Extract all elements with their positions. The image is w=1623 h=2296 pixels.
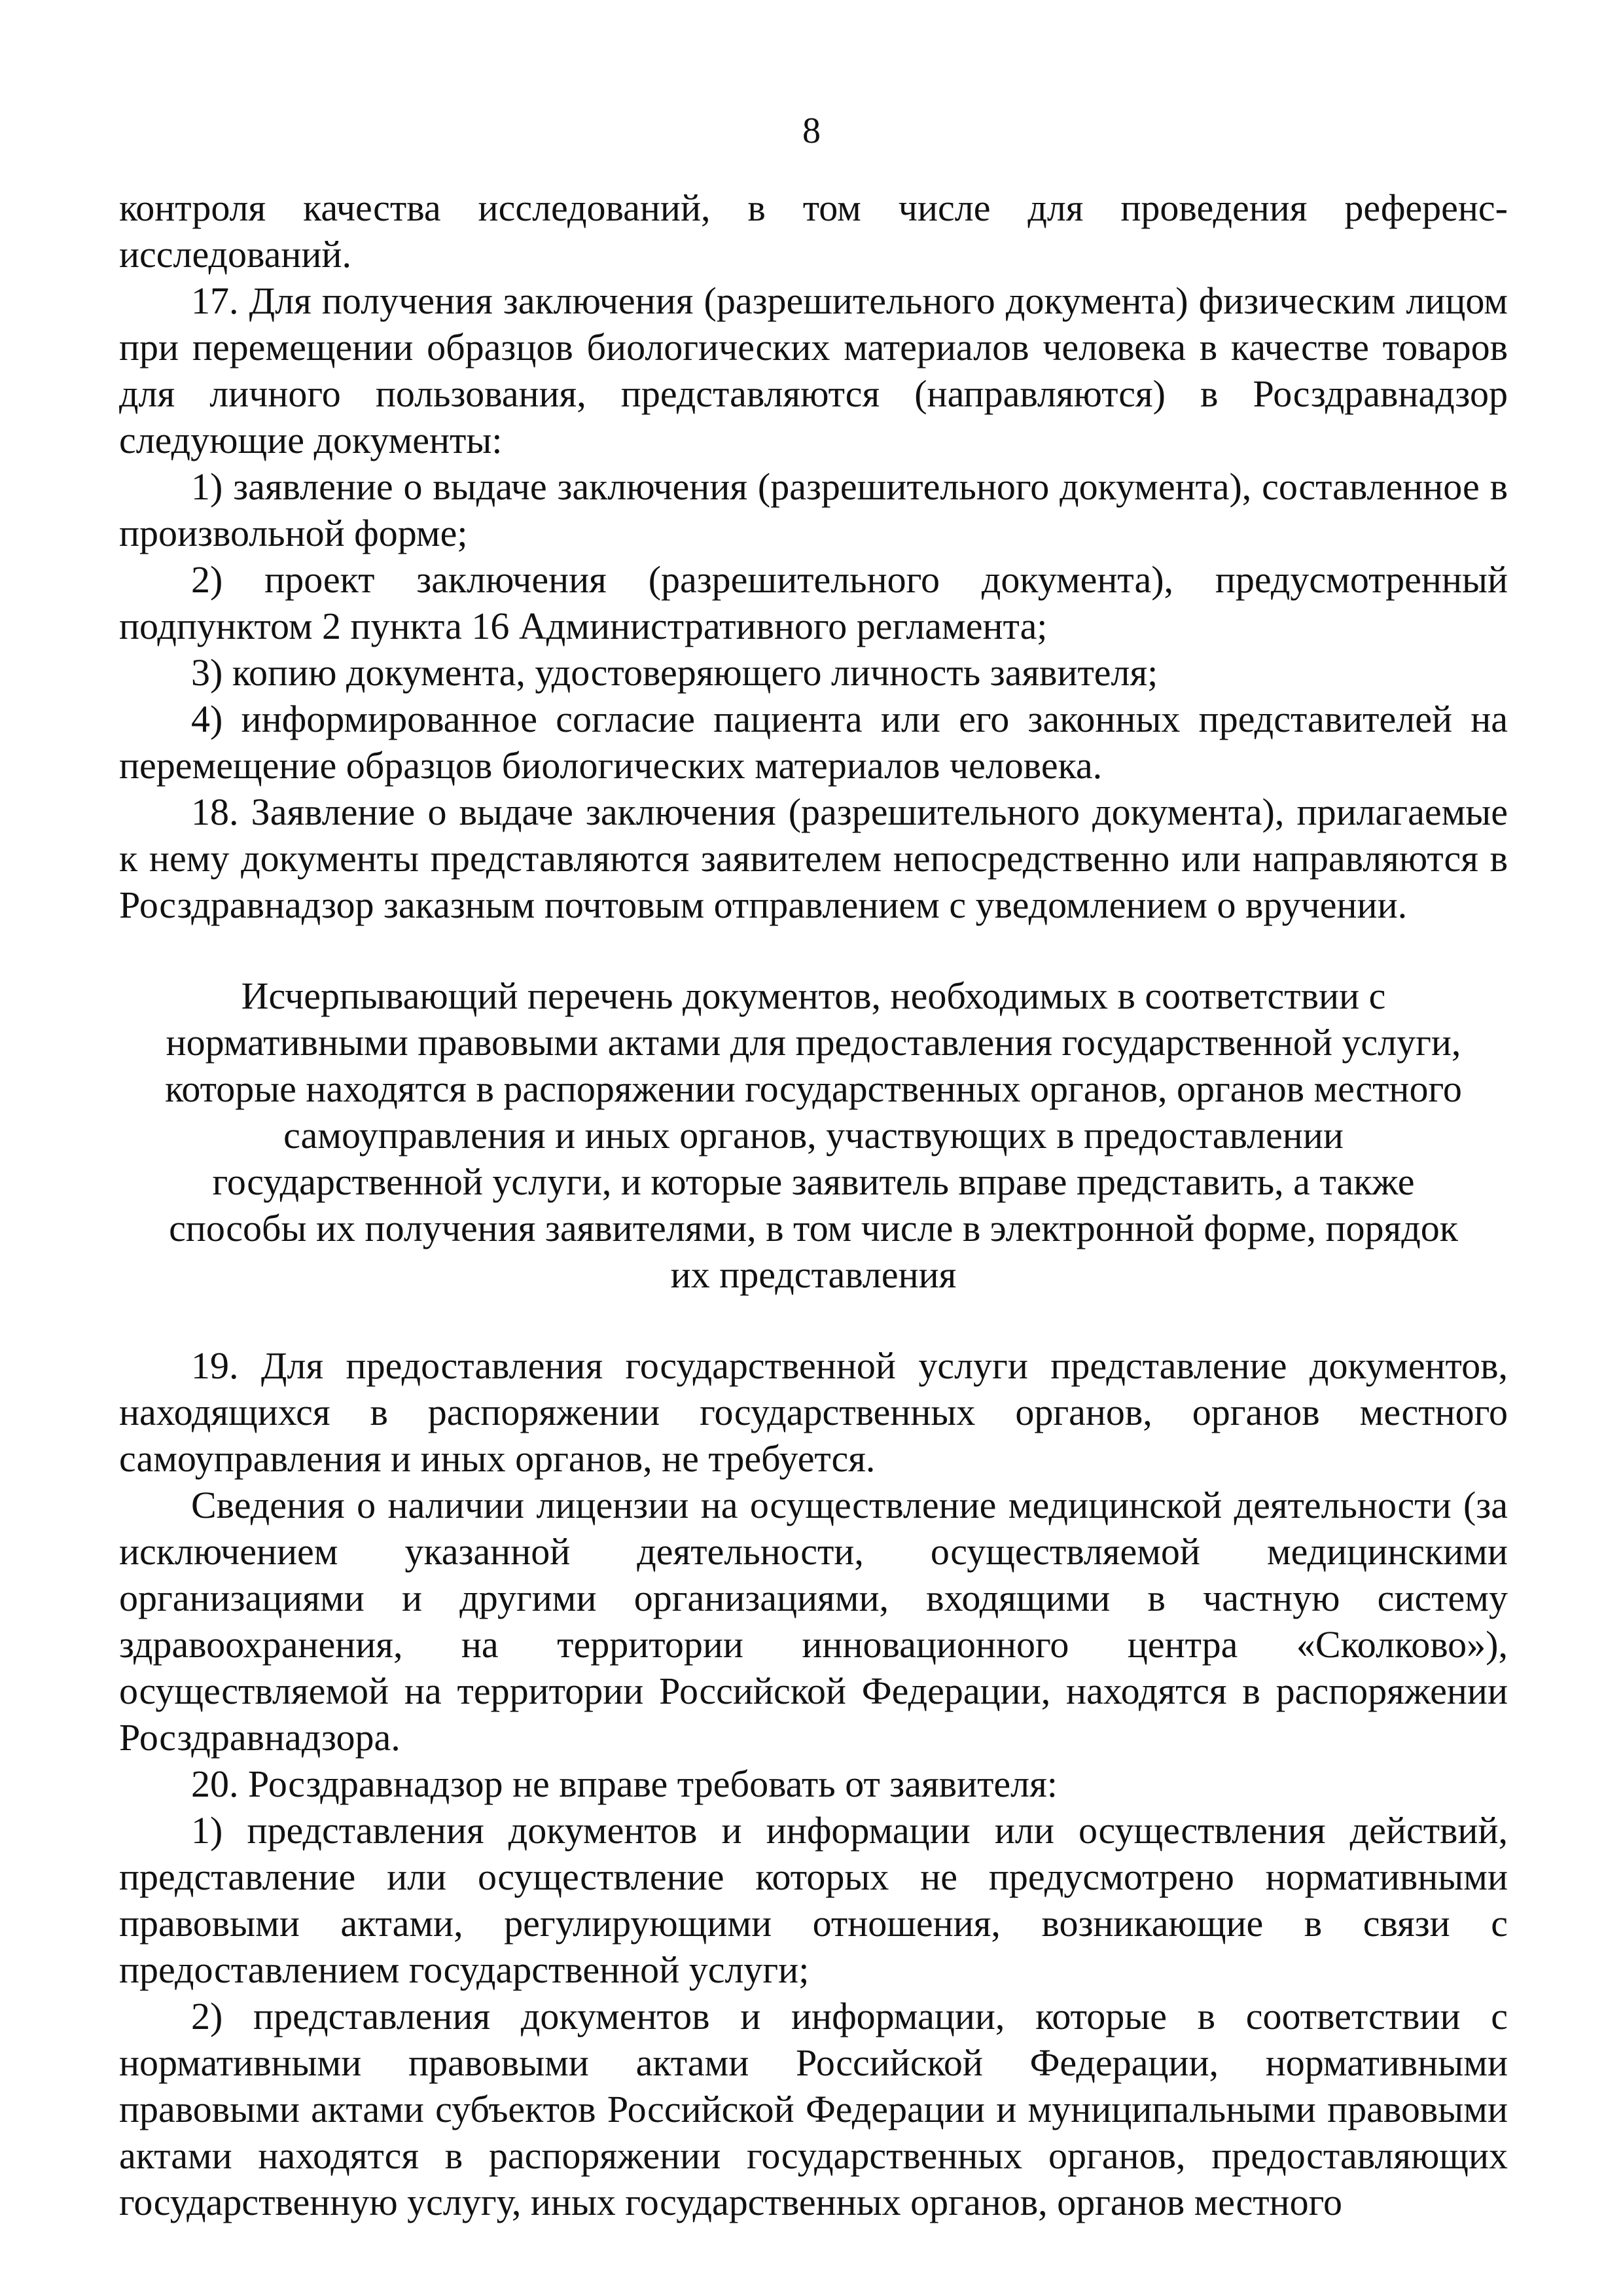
paragraph-item-18: 18. Заявление о выдаче заключения (разрешительного документа), прилагаемые к нему документы представляются заявителем непосредственно или направляются в Росздравнадзор заказным почтовым отправлением с уведомлением о вручении. — [119, 791, 1508, 926]
paragraph-license-info: Сведения о наличии лицензии на осуществление медицинской деятельности (за исключением указанной деятельности, осуществляемой медицинскими организациями и другими организациями, входящими в частную систему здравоохранения, на территории инновационного центра «Сколково»), осуществляемой на территории Российской Федерации, находятся в распоряжении Росздравнадзора. — [119, 1484, 1508, 1759]
list-item: 2) проект заключения (разрешительного документа), предусмотренный подпунктом 2 пункта 16 Административного регламента; — [119, 558, 1508, 647]
document-body — [119, 185, 1508, 2225]
list-item: 1) представления документов и информации или осуществления действий, представление или осуществление которых не предусмотрено нормативными правовыми актами, регулирующими отношения, возникающие в связи с предоставлением государственной услуги; — [119, 1809, 1508, 1991]
list-item: 4) информированное согласие пациента или его законных представителей на перемещение образцов биологических материалов человека. — [119, 698, 1508, 787]
paragraph-item-20: 20. Росздравнадзор не вправе требовать от заявителя: — [191, 1763, 1058, 1805]
paragraph-item-17: 17. Для получения заключения (разрешительного документа) физическим лицом при перемещении образцов биологических материалов человека в качестве товаров для личного пользования, представляются (направляются) в Росздравнадзор следующие документы: — [119, 279, 1508, 461]
paragraph-continuation: контроля качества исследований, в том числе для проведения референс-исследований. — [119, 187, 1508, 276]
list-item: 2) представления документов и информации, которые в соответствии с нормативными правовыми актами Российской Федерации, нормативными правовыми актами субъектов Российской Федерации и муниципальными правовыми актами находятся в распоряжении государственных органов, предоставляющих государственную услугу, иных государственных органов, органов местного — [119, 1995, 1508, 2223]
list-item: 1) заявление о выдаче заключения (разрешительного документа), составленное в произвольной форме; — [119, 465, 1508, 554]
page-number: 8 — [802, 111, 821, 151]
section-heading: Исчерпывающий перечень документов, необходимых в соответствии с нормативными правовыми актами для предоставления государственной услуги, которые находятся в распоряжении государственных органов, органов местного самоуправления и иных органов, участвующих в предоставлении государственной услуги, и которые заявитель вправе представить, а также способы их получения заявителями, в том числе в электронной форме, порядок их представления — [165, 975, 1462, 1296]
paragraph-item-19: 19. Для предоставления государственной услуги представление документов, находящихся в распоряжении государственных органов, органов местного самоуправления и иных органов, не требуется. — [119, 1344, 1508, 1480]
list-item: 3) копию документа, удостоверяющего личность заявителя; — [191, 651, 1158, 694]
